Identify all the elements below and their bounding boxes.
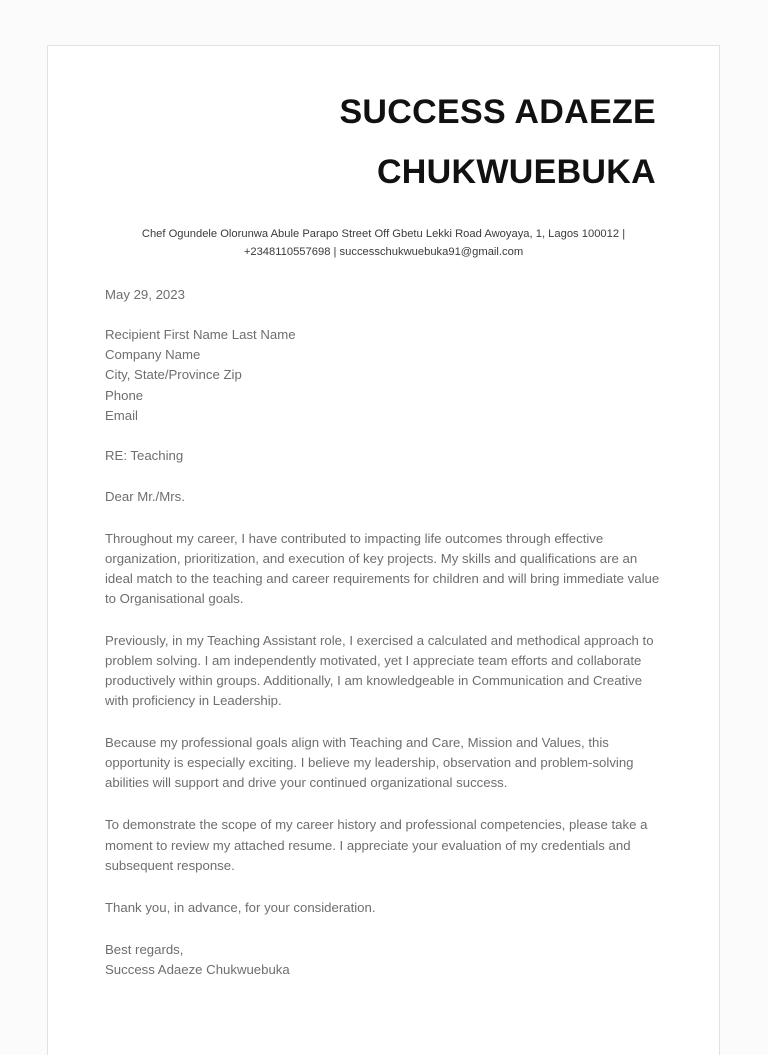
- document-page-content: [48, 46, 719, 1055]
- applicant-name-line-1: SUCCESS ADAEZE: [339, 93, 656, 131]
- contact-phone-email-line: +2348110557698 | successchukwuebuka91@gmail.com: [243, 246, 524, 259]
- letterhead: [48, 46, 719, 261]
- letter-paragraph-2: Previously, in my Teaching Assistant role, I exercised a calculated and methodical approach to problem solving. I am independently motivated, yet I appreciate team efforts and collaborate productively within groups. Additionally, I am knowledgeable in Communication and Creative with proficiency in Leadership.: [105, 633, 654, 709]
- recipient-city-state-zip: City, State/Province Zip: [105, 367, 242, 383]
- contact-address-line: Chef Ogundele Olorunwa Abule Parapo Street Off Gbetu Lekki Road Awoyaya, 1, Lagos 100012 |: [141, 228, 626, 240]
- letter-closing-thanks: Thank you, in advance, for your consideration.: [105, 899, 376, 915]
- letter-body: [48, 285, 719, 980]
- recipient-phone: Phone: [105, 387, 144, 403]
- letter-paragraph-3: Because my professional goals align with Teaching and Care, Mission and Values, this opportunity is especially exciting. I believe my leadership, observation and problem-solving abilities will support and drive your continued organizational success.: [105, 735, 634, 791]
- letter-salutation: Dear Mr./Mrs.: [105, 488, 185, 504]
- signoff-name: Success Adaeze Chukwuebuka: [105, 961, 290, 977]
- letter-paragraph-4: To demonstrate the scope of my career history and professional competencies, please take a moment to review my attached resume. I appreciate your evaluation of my credentials and subsequent response.: [105, 817, 648, 873]
- recipient-address-block: [105, 325, 662, 425]
- letter-paragraph-1: Throughout my career, I have contributed to impacting life outcomes through effective organization, prioritization, and execution of key projects. My skills and qualifications are an ideal match to the teaching and career requirements for children and will bring immediate value to Organisational goals.: [105, 530, 660, 606]
- letter-signoff: [105, 940, 662, 980]
- applicant-name-line-2: CHUKWUEBUKA: [376, 153, 656, 191]
- recipient-email: Email: [105, 407, 138, 423]
- letter-date: May 29, 2023: [105, 287, 185, 303]
- applicant-name: [111, 95, 656, 189]
- recipient-company: Company Name: [105, 347, 201, 363]
- letter-subject: RE: Teaching: [105, 447, 184, 463]
- contact-details: [111, 225, 656, 261]
- document-page: [47, 45, 720, 1055]
- recipient-name: Recipient First Name Last Name: [105, 327, 296, 343]
- signoff-valediction: Best regards,: [105, 941, 184, 957]
